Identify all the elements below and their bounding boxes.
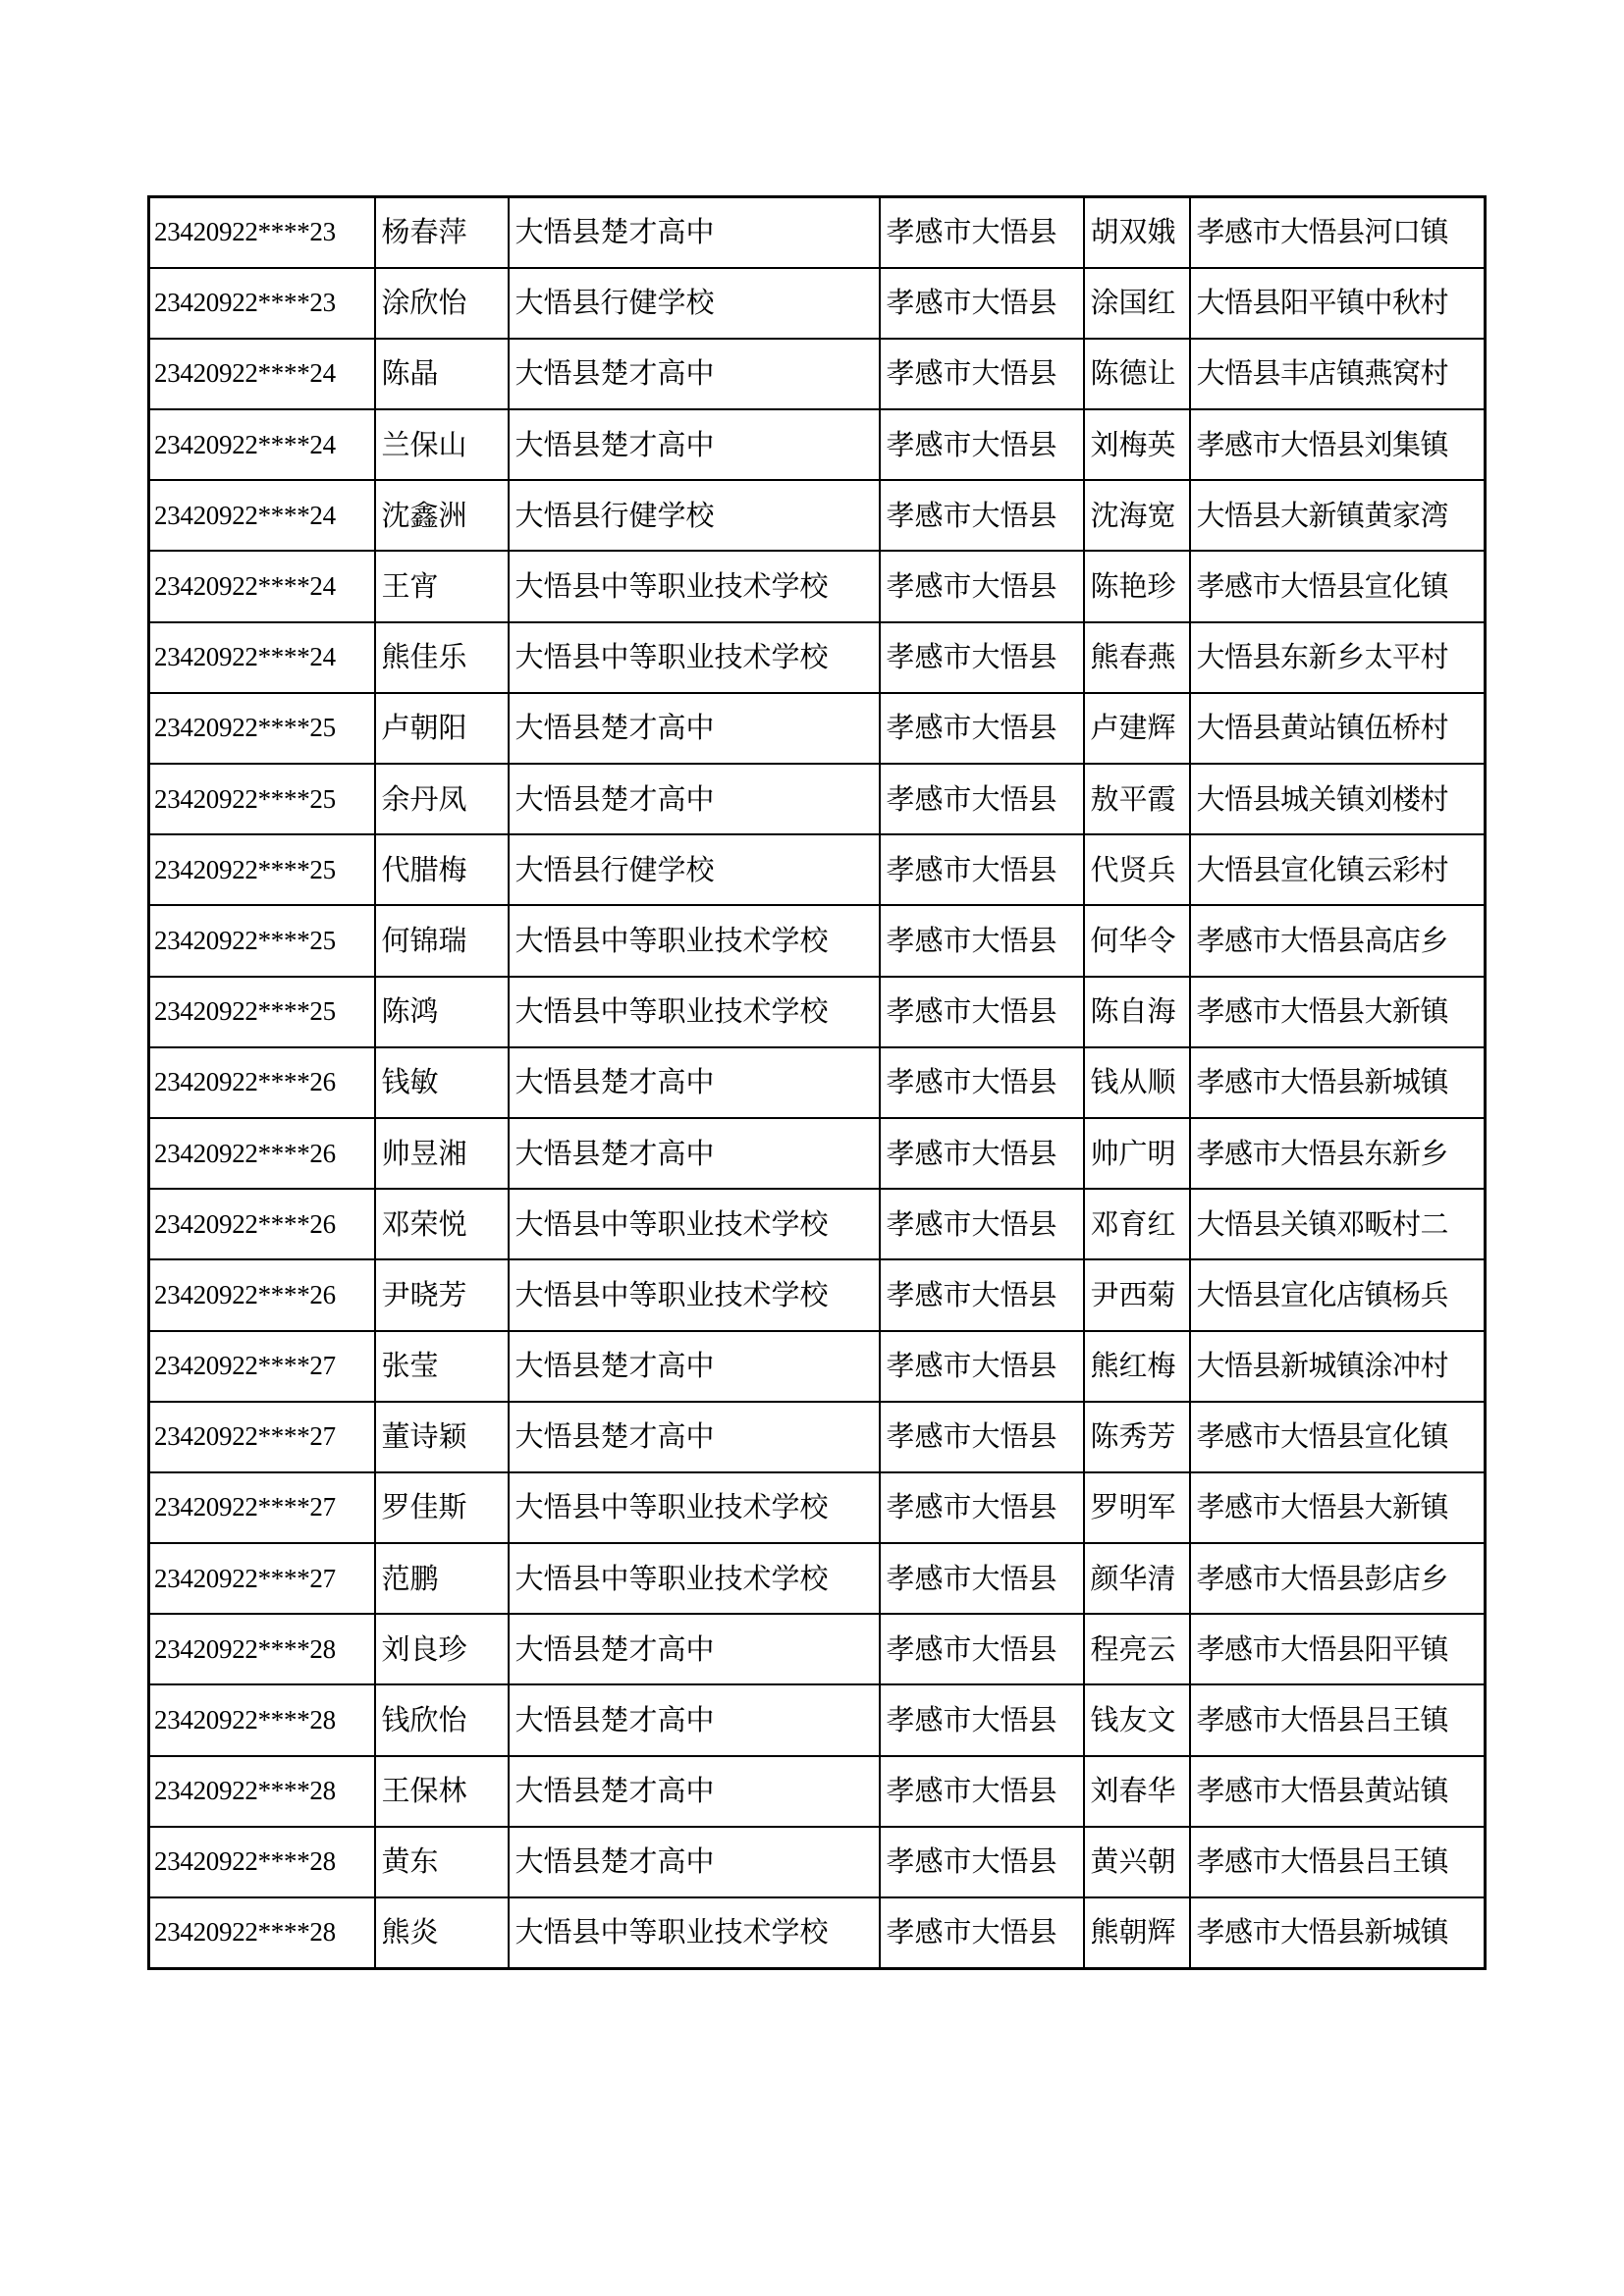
student-name-cell: 董诗颖: [375, 1402, 509, 1472]
guardian-name-cell: 代贤兵: [1084, 834, 1190, 905]
record-id-cell: 23420922****25: [149, 977, 375, 1047]
guardian-name-cell: 熊朝辉: [1084, 1897, 1190, 1968]
region-cell: 孝感市大悟县: [880, 480, 1084, 551]
address-cell: 大悟县丰店镇燕窝村: [1190, 339, 1486, 409]
guardian-name-cell: 邓育红: [1084, 1189, 1190, 1259]
guardian-name-cell: 尹西菊: [1084, 1259, 1190, 1330]
address-cell: 大悟县新城镇涂冲村: [1190, 1331, 1486, 1402]
region-cell: 孝感市大悟县: [880, 1684, 1084, 1755]
address-cell: 大悟县东新乡太平村: [1190, 622, 1486, 693]
table-row: [149, 1047, 1486, 1118]
guardian-name-cell: 陈德让: [1084, 339, 1190, 409]
region-cell: 孝感市大悟县: [880, 1472, 1084, 1543]
region-cell: 孝感市大悟县: [880, 1331, 1084, 1402]
address-cell: 大悟县关镇邓畈村二: [1190, 1189, 1486, 1259]
student-name-cell: 钱欣怡: [375, 1684, 509, 1755]
student-name-cell: 沈鑫洲: [375, 480, 509, 551]
table-row: [149, 1259, 1486, 1330]
address-cell: 孝感市大悟县刘集镇: [1190, 409, 1486, 480]
record-id-cell: 23420922****28: [149, 1684, 375, 1755]
school-cell: 大悟县行健学校: [509, 268, 880, 339]
student-name-cell: 熊炎: [375, 1897, 509, 1968]
table-row: [149, 1684, 1486, 1755]
table-row: [149, 1543, 1486, 1614]
student-name-cell: 何锦瑞: [375, 905, 509, 976]
region-cell: 孝感市大悟县: [880, 1118, 1084, 1189]
table-row: [149, 764, 1486, 834]
guardian-name-cell: 颜华清: [1084, 1543, 1190, 1614]
student-name-cell: 范鹏: [375, 1543, 509, 1614]
record-id-cell: 23420922****28: [149, 1897, 375, 1968]
record-id-cell: 23420922****27: [149, 1331, 375, 1402]
table-row: [149, 1827, 1486, 1897]
guardian-name-cell: 胡双娥: [1084, 197, 1190, 268]
school-cell: 大悟县中等职业技术学校: [509, 1472, 880, 1543]
guardian-name-cell: 陈自海: [1084, 977, 1190, 1047]
address-cell: 大悟县宣化店镇杨兵: [1190, 1259, 1486, 1330]
student-name-cell: 涂欣怡: [375, 268, 509, 339]
guardian-name-cell: 涂国红: [1084, 268, 1190, 339]
address-cell: 孝感市大悟县大新镇: [1190, 1472, 1486, 1543]
table-row: [149, 1189, 1486, 1259]
school-cell: 大悟县中等职业技术学校: [509, 622, 880, 693]
table-row: [149, 1614, 1486, 1684]
school-cell: 大悟县中等职业技术学校: [509, 977, 880, 1047]
record-id-cell: 23420922****23: [149, 197, 375, 268]
record-id-cell: 23420922****26: [149, 1047, 375, 1118]
guardian-name-cell: 陈艳珍: [1084, 551, 1190, 621]
school-cell: 大悟县中等职业技术学校: [509, 1897, 880, 1968]
record-id-cell: 23420922****26: [149, 1259, 375, 1330]
address-cell: 孝感市大悟县新城镇: [1190, 1047, 1486, 1118]
guardian-name-cell: 罗明军: [1084, 1472, 1190, 1543]
address-cell: 大悟县阳平镇中秋村: [1190, 268, 1486, 339]
address-cell: 大悟县城关镇刘楼村: [1190, 764, 1486, 834]
guardian-name-cell: 黄兴朝: [1084, 1827, 1190, 1897]
region-cell: 孝感市大悟县: [880, 197, 1084, 268]
guardian-name-cell: 熊红梅: [1084, 1331, 1190, 1402]
guardian-name-cell: 沈海宽: [1084, 480, 1190, 551]
guardian-name-cell: 刘梅英: [1084, 409, 1190, 480]
region-cell: 孝感市大悟县: [880, 1047, 1084, 1118]
table-row: [149, 1897, 1486, 1968]
region-cell: 孝感市大悟县: [880, 693, 1084, 764]
school-cell: 大悟县中等职业技术学校: [509, 1543, 880, 1614]
record-id-cell: 23420922****27: [149, 1402, 375, 1472]
region-cell: 孝感市大悟县: [880, 834, 1084, 905]
address-cell: 孝感市大悟县大新镇: [1190, 977, 1486, 1047]
school-cell: 大悟县楚才高中: [509, 197, 880, 268]
address-cell: 孝感市大悟县高店乡: [1190, 905, 1486, 976]
region-cell: 孝感市大悟县: [880, 1827, 1084, 1897]
student-name-cell: 尹晓芳: [375, 1259, 509, 1330]
table-row: [149, 693, 1486, 764]
address-cell: 孝感市大悟县东新乡: [1190, 1118, 1486, 1189]
table-row: [149, 977, 1486, 1047]
address-cell: 孝感市大悟县宣化镇: [1190, 551, 1486, 621]
address-cell: 孝感市大悟县河口镇: [1190, 197, 1486, 268]
table-row: [149, 1118, 1486, 1189]
table-row: [149, 1331, 1486, 1402]
record-id-cell: 23420922****25: [149, 764, 375, 834]
record-id-cell: 23420922****27: [149, 1543, 375, 1614]
region-cell: 孝感市大悟县: [880, 1756, 1084, 1827]
school-cell: 大悟县楚才高中: [509, 1331, 880, 1402]
region-cell: 孝感市大悟县: [880, 1402, 1084, 1472]
table-row: [149, 480, 1486, 551]
address-cell: 大悟县宣化镇云彩村: [1190, 834, 1486, 905]
school-cell: 大悟县中等职业技术学校: [509, 1259, 880, 1330]
record-id-cell: 23420922****25: [149, 693, 375, 764]
table-row: [149, 622, 1486, 693]
school-cell: 大悟县楚才高中: [509, 1827, 880, 1897]
region-cell: 孝感市大悟县: [880, 268, 1084, 339]
address-cell: 孝感市大悟县宣化镇: [1190, 1402, 1486, 1472]
student-name-cell: 卢朝阳: [375, 693, 509, 764]
address-cell: 孝感市大悟县吕王镇: [1190, 1684, 1486, 1755]
table-row: [149, 1756, 1486, 1827]
school-cell: 大悟县行健学校: [509, 834, 880, 905]
guardian-name-cell: 刘春华: [1084, 1756, 1190, 1827]
region-cell: 孝感市大悟县: [880, 1543, 1084, 1614]
roster-body: [149, 197, 1486, 1969]
student-name-cell: 杨春萍: [375, 197, 509, 268]
address-cell: 孝感市大悟县吕王镇: [1190, 1827, 1486, 1897]
school-cell: 大悟县楚才高中: [509, 1402, 880, 1472]
school-cell: 大悟县中等职业技术学校: [509, 905, 880, 976]
school-cell: 大悟县中等职业技术学校: [509, 551, 880, 621]
student-name-cell: 邓荣悦: [375, 1189, 509, 1259]
student-name-cell: 钱敏: [375, 1047, 509, 1118]
table-row: [149, 834, 1486, 905]
address-cell: 大悟县黄站镇伍桥村: [1190, 693, 1486, 764]
region-cell: 孝感市大悟县: [880, 1259, 1084, 1330]
student-name-cell: 陈鸿: [375, 977, 509, 1047]
guardian-name-cell: 陈秀芳: [1084, 1402, 1190, 1472]
school-cell: 大悟县楚才高中: [509, 1684, 880, 1755]
guardian-name-cell: 钱友文: [1084, 1684, 1190, 1755]
student-name-cell: 王宵: [375, 551, 509, 621]
school-cell: 大悟县楚才高中: [509, 1614, 880, 1684]
region-cell: 孝感市大悟县: [880, 1189, 1084, 1259]
guardian-name-cell: 卢建辉: [1084, 693, 1190, 764]
student-name-cell: 帅昱湘: [375, 1118, 509, 1189]
region-cell: 孝感市大悟县: [880, 764, 1084, 834]
table-row: [149, 1402, 1486, 1472]
school-cell: 大悟县行健学校: [509, 480, 880, 551]
region-cell: 孝感市大悟县: [880, 905, 1084, 976]
student-name-cell: 代腊梅: [375, 834, 509, 905]
record-id-cell: 23420922****27: [149, 1472, 375, 1543]
record-id-cell: 23420922****25: [149, 905, 375, 976]
school-cell: 大悟县楚才高中: [509, 1047, 880, 1118]
school-cell: 大悟县楚才高中: [509, 339, 880, 409]
table-row: [149, 905, 1486, 976]
student-name-cell: 熊佳乐: [375, 622, 509, 693]
guardian-name-cell: 熊春燕: [1084, 622, 1190, 693]
record-id-cell: 23420922****24: [149, 551, 375, 621]
address-cell: 孝感市大悟县彭店乡: [1190, 1543, 1486, 1614]
table-row: [149, 1472, 1486, 1543]
student-name-cell: 刘良珍: [375, 1614, 509, 1684]
region-cell: 孝感市大悟县: [880, 1614, 1084, 1684]
student-name-cell: 兰保山: [375, 409, 509, 480]
school-cell: 大悟县楚才高中: [509, 764, 880, 834]
table-row: [149, 409, 1486, 480]
guardian-name-cell: 钱从顺: [1084, 1047, 1190, 1118]
student-name-cell: 余丹凤: [375, 764, 509, 834]
record-id-cell: 23420922****28: [149, 1614, 375, 1684]
address-cell: 大悟县大新镇黄家湾: [1190, 480, 1486, 551]
student-name-cell: 黄东: [375, 1827, 509, 1897]
roster-table: [147, 195, 1487, 1970]
region-cell: 孝感市大悟县: [880, 409, 1084, 480]
table-row: [149, 339, 1486, 409]
guardian-name-cell: 程亮云: [1084, 1614, 1190, 1684]
region-cell: 孝感市大悟县: [880, 977, 1084, 1047]
student-name-cell: 罗佳斯: [375, 1472, 509, 1543]
record-id-cell: 23420922****24: [149, 622, 375, 693]
table-row: [149, 551, 1486, 621]
address-cell: 孝感市大悟县新城镇: [1190, 1897, 1486, 1968]
record-id-cell: 23420922****26: [149, 1189, 375, 1259]
region-cell: 孝感市大悟县: [880, 339, 1084, 409]
record-id-cell: 23420922****24: [149, 409, 375, 480]
guardian-name-cell: 何华令: [1084, 905, 1190, 976]
school-cell: 大悟县中等职业技术学校: [509, 1189, 880, 1259]
record-id-cell: 23420922****28: [149, 1756, 375, 1827]
school-cell: 大悟县楚才高中: [509, 693, 880, 764]
record-id-cell: 23420922****28: [149, 1827, 375, 1897]
record-id-cell: 23420922****24: [149, 339, 375, 409]
school-cell: 大悟县楚才高中: [509, 1756, 880, 1827]
school-cell: 大悟县楚才高中: [509, 1118, 880, 1189]
school-cell: 大悟县楚才高中: [509, 409, 880, 480]
record-id-cell: 23420922****25: [149, 834, 375, 905]
region-cell: 孝感市大悟县: [880, 622, 1084, 693]
student-name-cell: 王保林: [375, 1756, 509, 1827]
guardian-name-cell: 敖平霞: [1084, 764, 1190, 834]
region-cell: 孝感市大悟县: [880, 551, 1084, 621]
address-cell: 孝感市大悟县阳平镇: [1190, 1614, 1486, 1684]
record-id-cell: 23420922****26: [149, 1118, 375, 1189]
student-name-cell: 张莹: [375, 1331, 509, 1402]
region-cell: 孝感市大悟县: [880, 1897, 1084, 1968]
guardian-name-cell: 帅广明: [1084, 1118, 1190, 1189]
address-cell: 孝感市大悟县黄站镇: [1190, 1756, 1486, 1827]
record-id-cell: 23420922****24: [149, 480, 375, 551]
table-row: [149, 268, 1486, 339]
student-name-cell: 陈晶: [375, 339, 509, 409]
record-id-cell: 23420922****23: [149, 268, 375, 339]
table-row: [149, 197, 1486, 268]
